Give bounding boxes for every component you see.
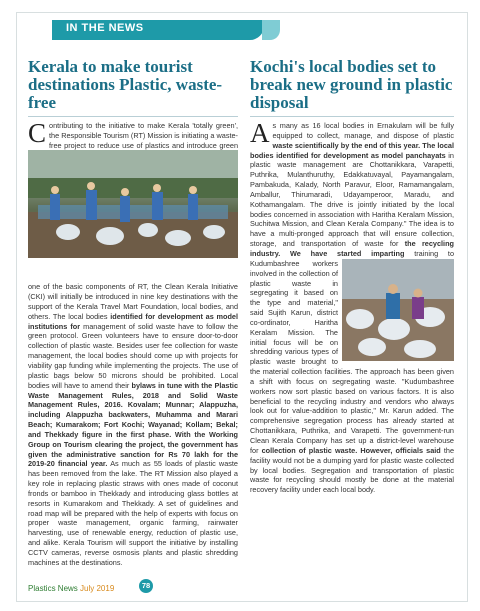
article-right-headline: Kochi's local bodies set to break new ground in plastic disposal: [250, 57, 453, 112]
headline-rule: [250, 116, 454, 117]
page-footer: [28, 584, 114, 593]
body-text: in plastic waste management are Chottanikkara, Varapetti, Puthrika, Mulanthuruthy, Edakkatuvayal, Payamangalam, Pambakuda, Kalady, North Paravur, Eloor, Ramamangalam, Amballur, Thirumaradi, Udayamperoor, Maradu, and Kothamangalam. The drive is jointly initiated by the local bodies concerned in association with Haritha Keralam Mission, Suchitwa Mission, and Clean Kerala Company." The idea is to have a multi-pronged approach that will ensure collection, storage, and transportation of waste for: [250, 150, 454, 249]
dropcap: C: [28, 118, 47, 148]
article-left: [28, 58, 238, 568]
body-text-bold: waste scientifically by the end of this year. The local bodies identified for development as model panchayats: [250, 140, 454, 160]
body-text-bold: the recycling industry. We have started imparting: [250, 239, 454, 258]
body-text: the facility would not be a dumping yard for plastic waste collected by local bodies. Segregation and transportation of plastic waste for recycling should mostly be done at the material recovery facility under each local body.: [250, 445, 455, 495]
article-left-intro-text: ontributing to the initiative to make Kerala 'totally green', the Responsible Tourism (RT) Mission is initiating a waste-free project to reduce use of plastics and introduce green: [49, 121, 238, 150]
publication-name: Plastics News: [28, 584, 78, 593]
issue-date: July 2019: [80, 584, 115, 593]
photo-illustration: [28, 150, 238, 258]
body-text-bold: bylaws in tune with the Plastic Waste Management Rules, 2018 and Solid Waste Management Rules, 2016. Kovalam; Munnar; Alappuzha, including Alappuzha backwaters, Muhamma and Marari Beach; Kumarakom; Fort Kochi; Wayanad; Kollam; Bekal; and Thekkady figure in the first phase. With the Working Group on Tourism clearing the project, the government has given the administrative sanction for Rs 70 lakh for the 2019-20 financial year.: [28, 380, 239, 469]
article-left-body: [28, 282, 238, 567]
body-text-bold: identified for development as model institutions for: [28, 311, 238, 331]
headline-rule: [28, 116, 238, 117]
body-text: training to Kudumbashree workers involved in the collection of plastic waste in segregating it based on the type and material," said Sujith Karun, district co-ordinator, Haritha Keralam Mission. The initial focus will be on shredding various types of plastic waste brought to the material collection facilities. The approach has been given a shift with focus on segregating waste. "Kudumbashree workers now sort plastic based on various factors. It is also beneficial to the recycling industry and vendors who always look out for value-addition to plastic," Mr. Karun added. The comprehensive segregation process has already started at Chottanikkara, Puthrika, and Varapetti. The government-run Clean Kerala Company has set up a district-level warehouse for: [250, 248, 454, 455]
cleanup-volunteers-photo: [28, 150, 238, 258]
article-left-headline: Kerala to make tourist destinations Plastic, waste-free: [28, 57, 223, 112]
photo-illustration: [342, 259, 454, 361]
dropcap: A: [250, 118, 270, 148]
body-text: one of the basic components of RT, the Clean Kerala Initiative (CKI) will initially be introduced in nine key destinations with the support of the Kerala Travel Mart Foundation, local bodies, and others. The local bodies: [28, 282, 238, 321]
waste-sorting-photo: [342, 259, 454, 361]
article-right: [250, 58, 454, 495]
article-right-body: [250, 118, 455, 495]
body-text: management of solid waste have to follow the green protocol. Green volunteers have to ensure door-to-door collection of plastic waste. Besides user fee collection for waste management, the local bodies should come up with projects for viability gap funding while implementing the projects. The use of plastic bags below 50 microns should be prohibited. Local bodies will have to amend their: [28, 321, 239, 390]
body-text: As much as 55 loads of plastic waste has been removed from the lake. The RT Mission also played a key role in replacing plastic straws with ones made of coconut fronds or bamboo in Thekkady and introducing glass bottles at resorts in Kumarakom and Thekkady. A set of guidelines and road map will be prepared with the help of experts with focus on proper waste management, organic farming, rainwater harvesting, use of renewable energy, reduction of plastic use, and alike. Kerala Tourism will support the initiative by installing CCTV cameras, reverse osmosis plants and plastic shredding machines at the destinations.: [28, 459, 238, 567]
section-label: IN THE NEWS: [66, 22, 144, 34]
body-text-bold: collection of plastic waste. However, officials said: [261, 445, 441, 455]
page-number: 78: [139, 579, 153, 593]
body-text: s many as 16 local bodies in Ernakulam will be fully equipped to collect, manage, and dispose of plastic: [272, 121, 454, 140]
